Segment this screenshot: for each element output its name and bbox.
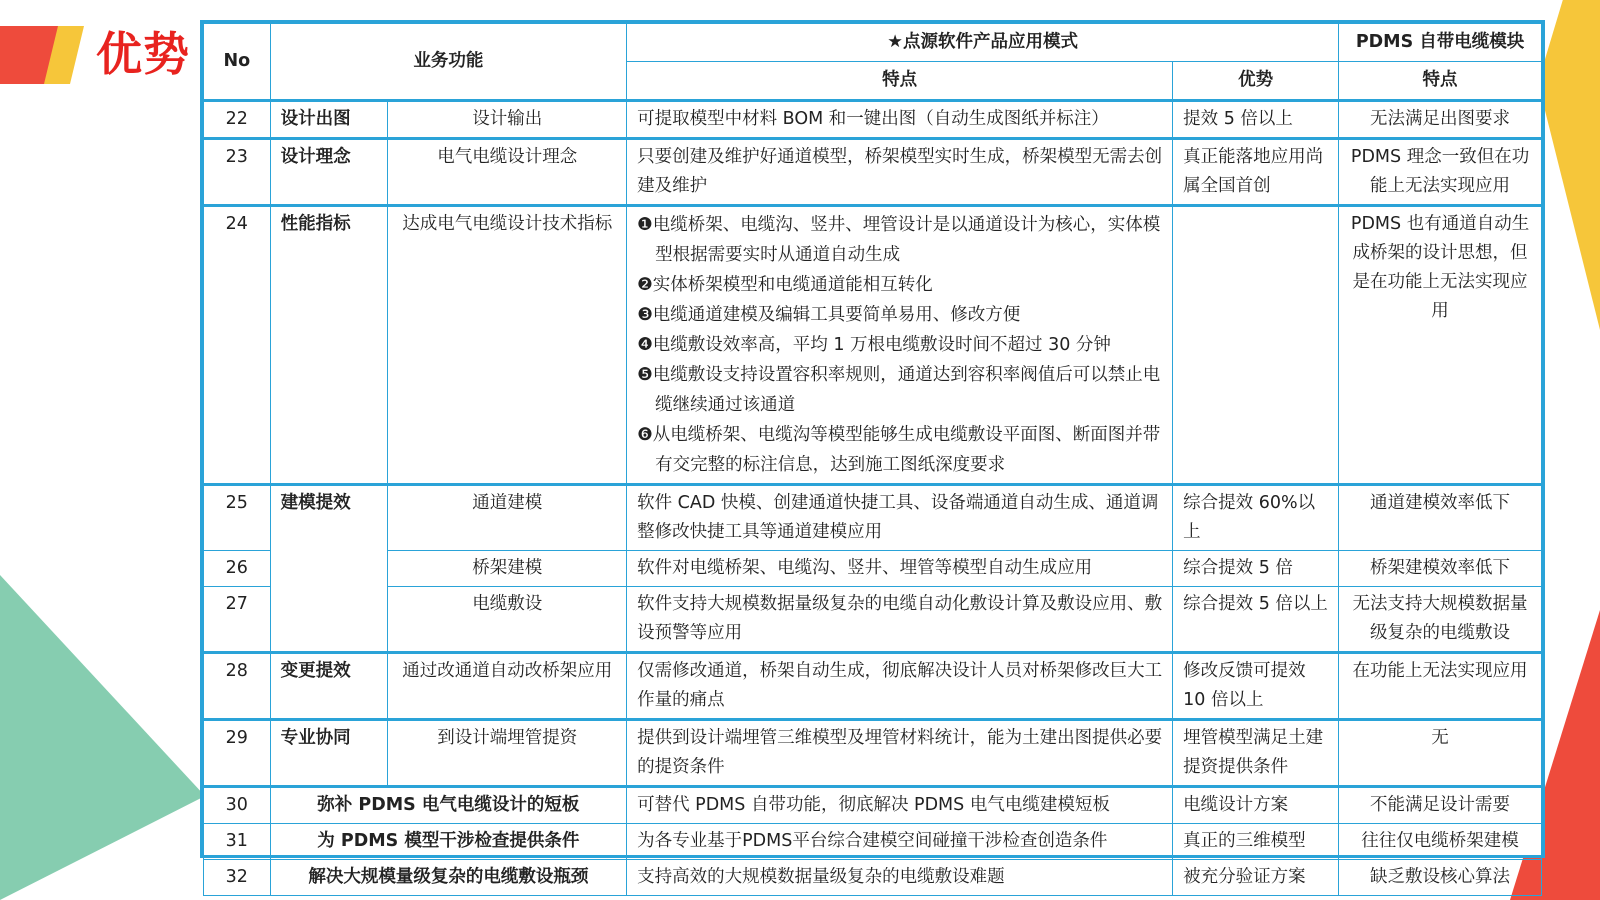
row-no: 22 [204,101,271,139]
row-function: 通过改通道自动改桥架应用 [388,653,627,720]
feature-item: ❷实体桥架模型和电缆通道能相互转化 [637,275,933,295]
table-row [204,653,1542,720]
row-no: 25 [204,485,271,551]
comparison-table [200,20,1545,887]
row-no: 30 [204,787,271,824]
row-merged-function: 解决大规模量级复杂的电缆敷设瓶颈 [270,860,627,896]
row-advantage: 被充分验证方案 [1173,860,1339,896]
header-advantage: 优势 [1173,62,1339,101]
row-feature: 软件 CAD 快模、创建通道快捷工具、设备端通道自动生成、通道调整修改快捷工具等通道建模应用 [627,485,1173,551]
header-product-mode: ★点源软件产品应用模式 [627,24,1339,62]
row-feature: 提供到设计端埋管三维模型及埋管材料统计，能为土建出图提供必要的提资条件 [627,720,1173,787]
row-merged-function: 为 PDMS 模型干涉检查提供条件 [270,824,627,860]
feature-item: ❸电缆通道建模及编辑工具要简单易用、修改方便 [637,305,1021,325]
row-no: 29 [204,720,271,787]
table-row [204,485,1542,551]
row-no: 23 [204,139,271,206]
row-pdms: 往往仅电缆桥架建模 [1339,824,1542,860]
table-row [204,587,1542,653]
header-pdms-module: PDMS 自带电缆模块 [1339,24,1542,62]
header-pdms-features: 特点 [1339,62,1542,101]
row-advantage: 真正的三维模型 [1173,824,1339,860]
table-row [204,824,1542,860]
row-advantage: 综合提效 5 倍 [1173,551,1339,587]
row-no: 31 [204,824,271,860]
row-feature-list [627,206,1173,485]
row-category: 建模提效 [270,485,388,653]
table-row [204,139,1542,206]
row-pdms: 无法满足出图要求 [1339,101,1542,139]
row-pdms: 无 [1339,720,1542,787]
row-category: 性能指标 [270,206,388,485]
header-no: No [204,24,271,101]
row-feature: 软件支持大规模数据量级复杂的电缆自动化敷设计算及敷设应用、敷设预警等应用 [627,587,1173,653]
row-merged-function: 弥补 PDMS 电气电缆设计的短板 [270,787,627,824]
table-row [204,551,1542,587]
row-no: 24 [204,206,271,485]
feature-item: ❻从电缆桥架、电缆沟等模型能够生成电缆敷设平面图、断面图并带有交完整的标注信息，达到施工图纸深度要求 [637,425,1161,475]
table-row [204,720,1542,787]
row-no: 32 [204,860,271,896]
page-title: 优势 [96,27,190,81]
row-pdms: 桥架建模效率低下 [1339,551,1542,587]
feature-item: ❶电缆桥架、电缆沟、竖井、埋管设计是以通道设计为核心，实体模型根据需要实时从通道自动生成 [637,215,1161,265]
row-pdms: 在功能上无法实现应用 [1339,653,1542,720]
feature-item: ❹电缆敷设效率高，平均 1 万根电缆敷设时间不超过 30 分钟 [637,335,1111,355]
row-pdms: 不能满足设计需要 [1339,787,1542,824]
row-category: 设计理念 [270,139,388,206]
row-pdms: PDMS 也有通道自动生成桥架的设计思想，但是在功能上无法实现应用 [1339,206,1542,485]
row-advantage: 电缆设计方案 [1173,787,1339,824]
row-function: 桥架建模 [388,551,627,587]
row-category: 变更提效 [270,653,388,720]
row-category: 设计出图 [270,101,388,139]
header-business-function: 业务功能 [270,24,627,101]
row-advantage [1173,206,1339,485]
row-advantage: 真正能落地应用尚属全国首创 [1173,139,1339,206]
row-feature: 软件对电缆桥架、电缆沟、竖井、埋管等模型自动生成应用 [627,551,1173,587]
row-function: 通道建模 [388,485,627,551]
row-advantage: 综合提效 5 倍以上 [1173,587,1339,653]
row-function: 设计输出 [388,101,627,139]
row-category: 专业协同 [270,720,388,787]
row-advantage: 修改反馈可提效 10 倍以上 [1173,653,1339,720]
row-function: 电气电缆设计理念 [388,139,627,206]
row-no: 27 [204,587,271,653]
row-advantage: 综合提效 60%以上 [1173,485,1339,551]
header-features: 特点 [627,62,1173,101]
row-pdms: 无法支持大规模数据量级复杂的电缆敷设 [1339,587,1542,653]
row-pdms: PDMS 理念一致但在功能上无法实现应用 [1339,139,1542,206]
row-no: 26 [204,551,271,587]
table-row [204,860,1542,896]
row-feature: 只要创建及维护好通道模型，桥架模型实时生成，桥架模型无需去创建及维护 [627,139,1173,206]
table-row [204,206,1542,485]
table-row [204,101,1542,139]
row-feature: 可替代 PDMS 自带功能，彻底解决 PDMS 电气电缆建模短板 [627,787,1173,824]
feature-item: ❺电缆敷设支持设置容积率规则，通道达到容积率阀值后可以禁止电缆继续通过该通道 [637,365,1161,415]
row-pdms: 缺乏敷设核心算法 [1339,860,1542,896]
table-row [204,787,1542,824]
row-feature: 仅需修改通道，桥架自动生成，彻底解决设计人员对桥架修改巨大工作量的痛点 [627,653,1173,720]
row-advantage: 埋管模型满足土建提资提供条件 [1173,720,1339,787]
decor-teal-triangle [0,575,205,900]
row-feature: 为各专业基于PDMS平台综合建模空间碰撞干涉检查创造条件 [627,824,1173,860]
decor-yellow-right-shape [1538,0,1600,330]
row-pdms: 通道建模效率低下 [1339,485,1542,551]
row-function: 达成电气电缆设计技术指标 [388,206,627,485]
row-advantage: 提效 5 倍以上 [1173,101,1339,139]
row-function: 到设计端埋管提资 [388,720,627,787]
row-feature: 支持高效的大规模数据量级复杂的电缆敷设难题 [627,860,1173,896]
row-feature: 可提取模型中材料 BOM 和一键出图（自动生成图纸并标注） [627,101,1173,139]
row-no: 28 [204,653,271,720]
row-function: 电缆敷设 [388,587,627,653]
